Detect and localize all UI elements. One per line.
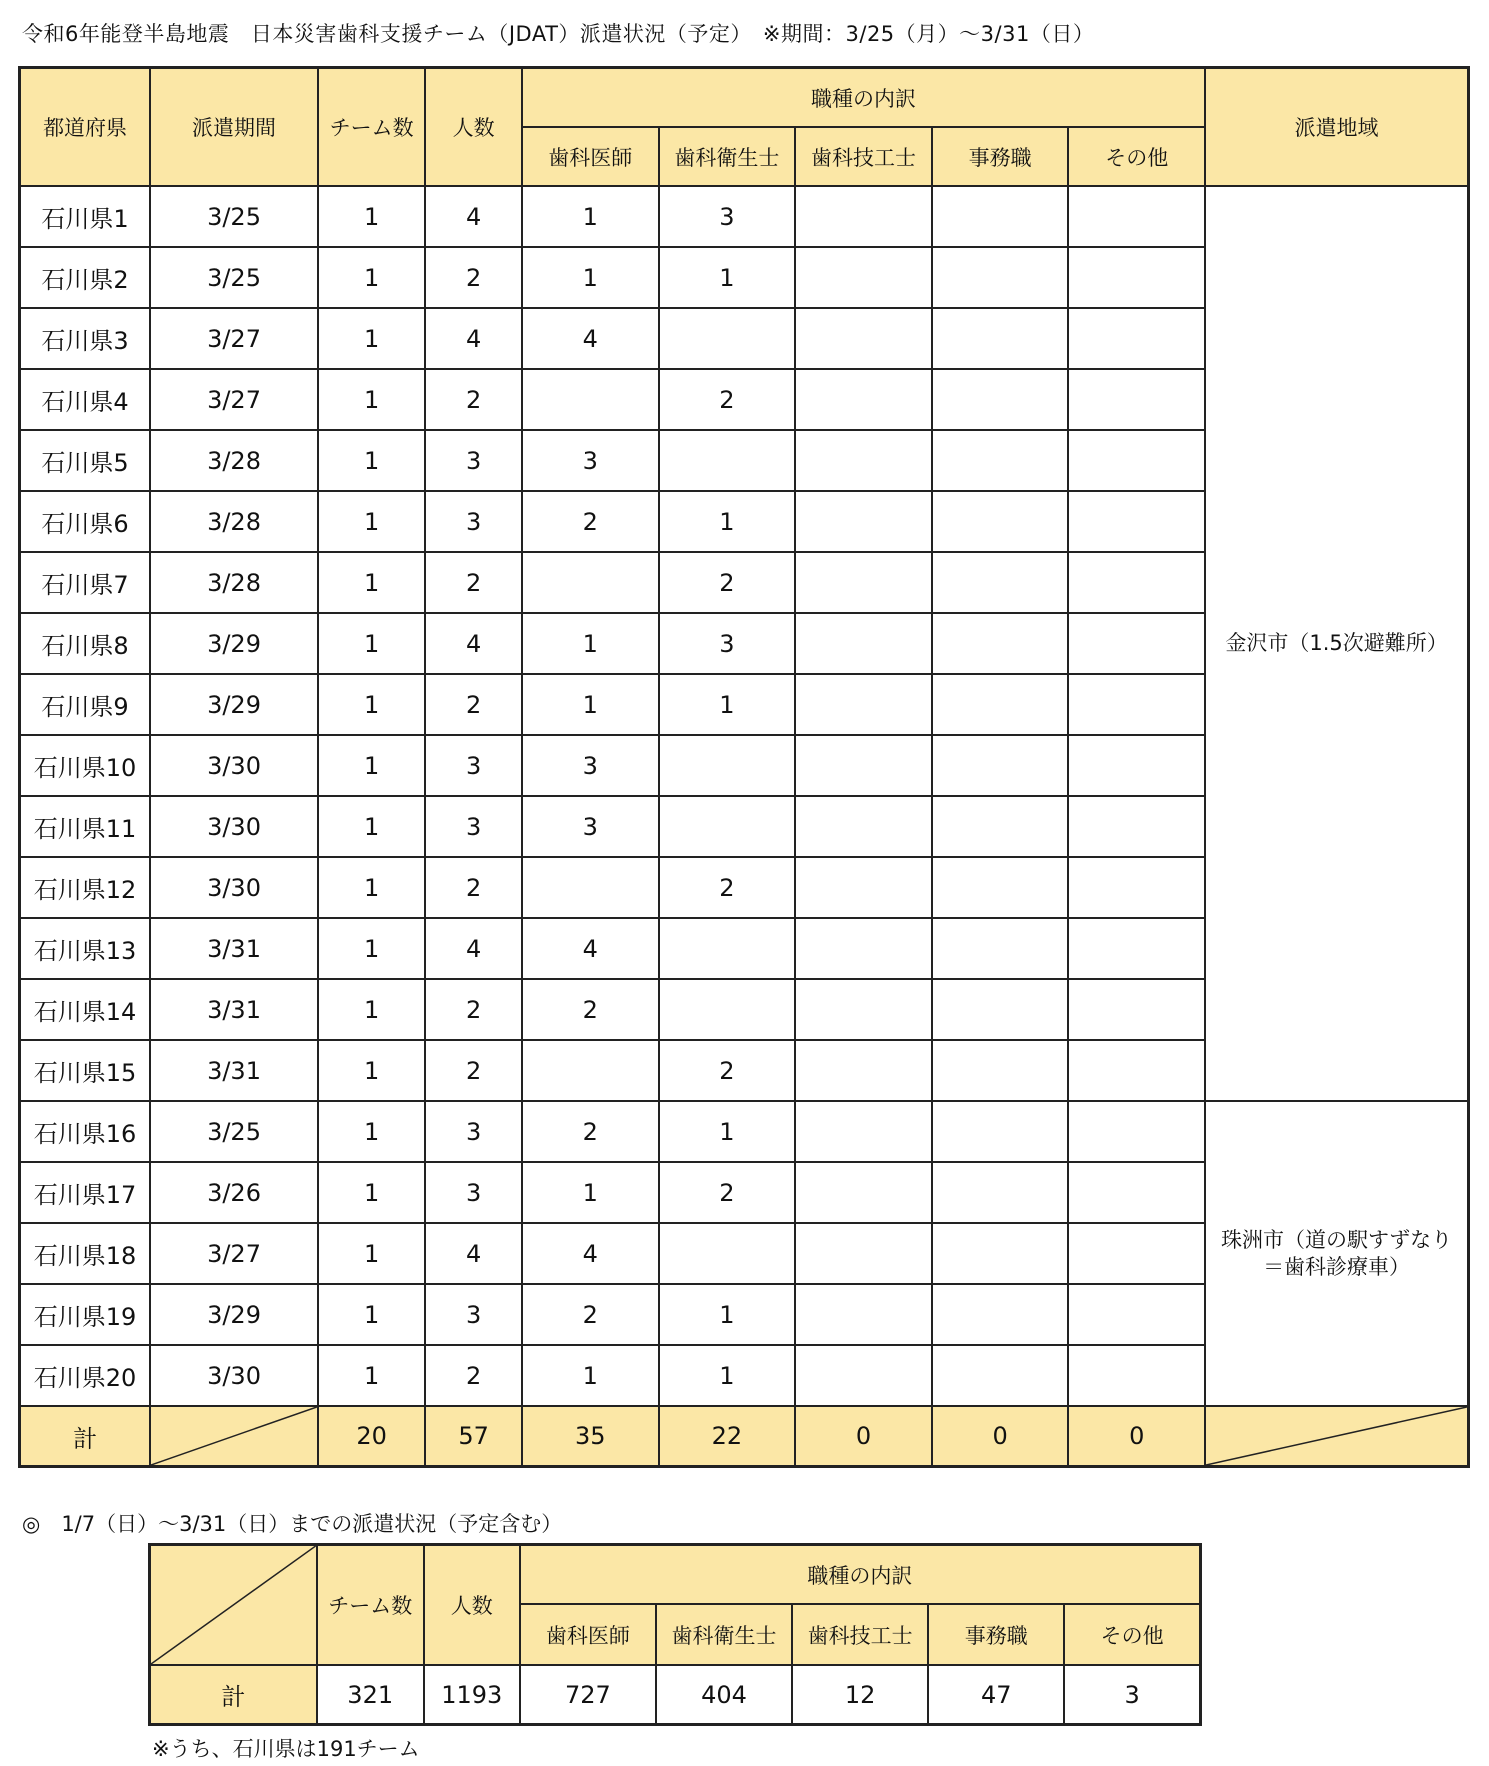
cell-technician <box>795 1162 932 1223</box>
cell-other <box>1068 1345 1205 1406</box>
table-row <box>20 186 1469 247</box>
cell-period: 3/27 <box>150 369 318 430</box>
total-people: 57 <box>425 1406 521 1467</box>
summary-heading: ◎ 1/7（日）～3/31（日）までの派遣状況（予定含む） <box>22 1512 563 1536</box>
table-row <box>20 1101 1469 1162</box>
diagonal-line <box>151 1546 316 1664</box>
cell-dentist: 2 <box>522 491 659 552</box>
cell-hygienist: 2 <box>659 552 796 613</box>
total-other: 0 <box>1068 1406 1205 1467</box>
cell-technician <box>795 430 932 491</box>
cell-teams: 1 <box>318 1223 426 1284</box>
summary-header-office: 事務職 <box>928 1604 1064 1665</box>
cell-period: 3/31 <box>150 1040 318 1101</box>
header-prefecture: 都道府県 <box>20 68 151 187</box>
total-region-blank <box>1205 1406 1468 1467</box>
cell-hygienist: 1 <box>659 1101 796 1162</box>
cell-technician <box>795 491 932 552</box>
total-period-blank <box>150 1406 318 1467</box>
cell-hygienist <box>659 308 796 369</box>
summary-office: 47 <box>928 1665 1064 1725</box>
summary-technician: 12 <box>792 1665 928 1725</box>
cell-office <box>932 247 1069 308</box>
cell-other <box>1068 308 1205 369</box>
summary-hygienist: 404 <box>656 1665 792 1725</box>
cell-office <box>932 613 1069 674</box>
cell-pref: 石川県5 <box>20 430 151 491</box>
summary-header-teams: チーム数 <box>317 1545 424 1666</box>
cell-technician <box>795 308 932 369</box>
cell-other <box>1068 796 1205 857</box>
cell-people: 3 <box>425 796 521 857</box>
cell-other <box>1068 552 1205 613</box>
cell-people: 2 <box>425 247 521 308</box>
cell-period: 3/30 <box>150 796 318 857</box>
cell-office <box>932 1223 1069 1284</box>
cell-pref: 石川県11 <box>20 796 151 857</box>
cell-teams: 1 <box>318 1345 426 1406</box>
cell-technician <box>795 186 932 247</box>
cell-teams: 1 <box>318 369 426 430</box>
summary-header-people: 人数 <box>424 1545 520 1666</box>
cell-pref: 石川県6 <box>20 491 151 552</box>
header-dentist: 歯科医師 <box>522 127 659 186</box>
cell-technician <box>795 552 932 613</box>
cell-pref: 石川県18 <box>20 1223 151 1284</box>
cell-dentist: 1 <box>522 247 659 308</box>
summary-corner <box>150 1545 317 1666</box>
cell-teams: 1 <box>318 979 426 1040</box>
cell-pref: 石川県12 <box>20 857 151 918</box>
cell-pref: 石川県19 <box>20 1284 151 1345</box>
cell-people: 2 <box>425 979 521 1040</box>
header-region: 派遣地域 <box>1205 68 1468 187</box>
cell-pref: 石川県2 <box>20 247 151 308</box>
cell-teams: 1 <box>318 918 426 979</box>
cell-people: 2 <box>425 369 521 430</box>
cell-hygienist: 1 <box>659 491 796 552</box>
cell-pref: 石川県16 <box>20 1101 151 1162</box>
cell-teams: 1 <box>318 1101 426 1162</box>
cell-people: 2 <box>425 1345 521 1406</box>
cell-period: 3/29 <box>150 1284 318 1345</box>
cell-other <box>1068 613 1205 674</box>
page-title: 令和6年能登半島地震 日本災害歯科支援チーム（JDAT）派遣状況（予定） ※期間：3/25（月）～3/31（日） <box>22 22 1095 46</box>
cell-period: 3/26 <box>150 1162 318 1223</box>
summary-header-breakdown: 職種の内訳 <box>520 1545 1201 1605</box>
cell-office <box>932 308 1069 369</box>
cell-office <box>932 857 1069 918</box>
cell-hygienist <box>659 918 796 979</box>
header-technician: 歯科技工士 <box>795 127 932 186</box>
cell-other <box>1068 247 1205 308</box>
cell-teams: 1 <box>318 674 426 735</box>
cell-people: 4 <box>425 186 521 247</box>
cell-dentist: 2 <box>522 979 659 1040</box>
cell-teams: 1 <box>318 1162 426 1223</box>
cell-dentist <box>522 857 659 918</box>
cell-technician <box>795 1223 932 1284</box>
total-label: 計 <box>20 1406 151 1467</box>
summary-header-other: その他 <box>1064 1604 1200 1665</box>
cell-office <box>932 1284 1069 1345</box>
cell-dentist <box>522 369 659 430</box>
cell-people: 3 <box>425 1284 521 1345</box>
cell-teams: 1 <box>318 308 426 369</box>
cell-period: 3/27 <box>150 1223 318 1284</box>
cell-teams: 1 <box>318 1284 426 1345</box>
total-row <box>20 1406 1469 1467</box>
cell-office <box>932 491 1069 552</box>
summary-header-technician: 歯科技工士 <box>792 1604 928 1665</box>
cell-teams: 1 <box>318 796 426 857</box>
header-hygienist: 歯科衛生士 <box>659 127 796 186</box>
header-period: 派遣期間 <box>150 68 318 187</box>
cell-hygienist: 1 <box>659 1284 796 1345</box>
cell-people: 4 <box>425 1223 521 1284</box>
cell-period: 3/28 <box>150 552 318 613</box>
cell-dentist: 1 <box>522 674 659 735</box>
cell-dentist: 3 <box>522 430 659 491</box>
total-technician: 0 <box>795 1406 932 1467</box>
cell-period: 3/30 <box>150 735 318 796</box>
cell-dentist: 1 <box>522 1162 659 1223</box>
cell-teams: 1 <box>318 247 426 308</box>
cell-office <box>932 674 1069 735</box>
cell-pref: 石川県13 <box>20 918 151 979</box>
cell-technician <box>795 979 932 1040</box>
cell-other <box>1068 186 1205 247</box>
cell-people: 3 <box>425 491 521 552</box>
cell-pref: 石川県20 <box>20 1345 151 1406</box>
cell-office <box>932 735 1069 796</box>
cell-period: 3/31 <box>150 918 318 979</box>
cell-teams: 1 <box>318 1040 426 1101</box>
cell-hygienist <box>659 796 796 857</box>
cell-other <box>1068 1101 1205 1162</box>
cell-other <box>1068 1162 1205 1223</box>
cell-dentist <box>522 1040 659 1101</box>
summary-dentist: 727 <box>520 1665 656 1725</box>
cell-dentist <box>522 552 659 613</box>
cell-office <box>932 1040 1069 1101</box>
cell-office <box>932 979 1069 1040</box>
cell-teams: 1 <box>318 430 426 491</box>
cell-office <box>932 369 1069 430</box>
cell-office <box>932 430 1069 491</box>
cell-other <box>1068 1284 1205 1345</box>
cell-teams: 1 <box>318 613 426 674</box>
cell-dentist: 2 <box>522 1284 659 1345</box>
total-hygienist: 22 <box>659 1406 796 1467</box>
cell-hygienist: 1 <box>659 1345 796 1406</box>
cell-other <box>1068 491 1205 552</box>
cell-period: 3/30 <box>150 1345 318 1406</box>
cell-people: 3 <box>425 430 521 491</box>
summary-table <box>148 1543 1202 1726</box>
cell-technician <box>795 796 932 857</box>
cell-people: 4 <box>425 613 521 674</box>
cell-pref: 石川県17 <box>20 1162 151 1223</box>
cell-hygienist: 2 <box>659 857 796 918</box>
cell-hygienist: 2 <box>659 1162 796 1223</box>
cell-teams: 1 <box>318 491 426 552</box>
cell-technician <box>795 369 932 430</box>
cell-period: 3/30 <box>150 857 318 918</box>
cell-period: 3/29 <box>150 613 318 674</box>
cell-pref: 石川県7 <box>20 552 151 613</box>
cell-period: 3/31 <box>150 979 318 1040</box>
summary-header-hygienist: 歯科衛生士 <box>656 1604 792 1665</box>
cell-other <box>1068 857 1205 918</box>
cell-pref: 石川県8 <box>20 613 151 674</box>
cell-technician <box>795 918 932 979</box>
cell-pref: 石川県4 <box>20 369 151 430</box>
cell-technician <box>795 247 932 308</box>
cell-pref: 石川県15 <box>20 1040 151 1101</box>
cell-other <box>1068 1040 1205 1101</box>
cell-other <box>1068 674 1205 735</box>
cell-people: 3 <box>425 1162 521 1223</box>
header-teams: チーム数 <box>318 68 426 187</box>
cell-technician <box>795 674 932 735</box>
cell-teams: 1 <box>318 857 426 918</box>
cell-office <box>932 1345 1069 1406</box>
cell-people: 2 <box>425 1040 521 1101</box>
summary-total-label: 計 <box>150 1665 317 1725</box>
header-office: 事務職 <box>932 127 1069 186</box>
cell-technician <box>795 1101 932 1162</box>
summary-footnote: ※うち、石川県は191チーム <box>152 1737 420 1761</box>
summary-total-row <box>150 1665 1201 1725</box>
cell-technician <box>795 735 932 796</box>
cell-pref: 石川県3 <box>20 308 151 369</box>
cell-pref: 石川県10 <box>20 735 151 796</box>
summary-people: 1193 <box>424 1665 520 1725</box>
cell-other <box>1068 1223 1205 1284</box>
cell-pref: 石川県9 <box>20 674 151 735</box>
cell-hygienist <box>659 1223 796 1284</box>
cell-period: 3/27 <box>150 308 318 369</box>
cell-hygienist: 2 <box>659 1040 796 1101</box>
cell-technician <box>795 1345 932 1406</box>
cell-period: 3/29 <box>150 674 318 735</box>
cell-people: 4 <box>425 918 521 979</box>
summary-teams: 321 <box>317 1665 424 1725</box>
cell-office <box>932 796 1069 857</box>
cell-dentist: 4 <box>522 1223 659 1284</box>
cell-hygienist: 1 <box>659 674 796 735</box>
cell-technician <box>795 1284 932 1345</box>
cell-dentist: 4 <box>522 918 659 979</box>
cell-technician <box>795 1040 932 1101</box>
summary-header-dentist: 歯科医師 <box>520 1604 656 1665</box>
cell-people: 4 <box>425 308 521 369</box>
cell-teams: 1 <box>318 735 426 796</box>
cell-office <box>932 918 1069 979</box>
cell-hygienist <box>659 979 796 1040</box>
cell-hygienist: 2 <box>659 369 796 430</box>
cell-people: 2 <box>425 674 521 735</box>
cell-dentist: 1 <box>522 1345 659 1406</box>
total-teams: 20 <box>318 1406 426 1467</box>
cell-pref: 石川県1 <box>20 186 151 247</box>
cell-office <box>932 1101 1069 1162</box>
cell-region: 珠洲市（道の駅すずなり ＝歯科診療車） <box>1205 1101 1468 1406</box>
cell-technician <box>795 857 932 918</box>
cell-period: 3/25 <box>150 247 318 308</box>
cell-office <box>932 552 1069 613</box>
cell-period: 3/28 <box>150 430 318 491</box>
cell-pref: 石川県14 <box>20 979 151 1040</box>
cell-dentist: 3 <box>522 796 659 857</box>
dispatch-table-body <box>20 186 1469 1406</box>
summary-other: 3 <box>1064 1665 1200 1725</box>
cell-office <box>932 1162 1069 1223</box>
cell-dentist: 2 <box>522 1101 659 1162</box>
cell-dentist: 4 <box>522 308 659 369</box>
diagonal-line <box>1206 1407 1467 1465</box>
cell-other <box>1068 735 1205 796</box>
cell-people: 2 <box>425 857 521 918</box>
cell-teams: 1 <box>318 552 426 613</box>
cell-dentist: 1 <box>522 186 659 247</box>
total-dentist: 35 <box>522 1406 659 1467</box>
cell-teams: 1 <box>318 186 426 247</box>
cell-hygienist: 3 <box>659 613 796 674</box>
header-breakdown: 職種の内訳 <box>522 68 1205 128</box>
cell-hygienist: 3 <box>659 186 796 247</box>
cell-dentist: 1 <box>522 613 659 674</box>
diagonal-line <box>151 1407 317 1465</box>
cell-other <box>1068 918 1205 979</box>
cell-people: 3 <box>425 1101 521 1162</box>
cell-other <box>1068 369 1205 430</box>
header-people: 人数 <box>425 68 521 187</box>
cell-technician <box>795 613 932 674</box>
cell-other <box>1068 979 1205 1040</box>
cell-hygienist: 1 <box>659 247 796 308</box>
cell-hygienist <box>659 735 796 796</box>
total-office: 0 <box>932 1406 1069 1467</box>
cell-office <box>932 186 1069 247</box>
cell-period: 3/25 <box>150 1101 318 1162</box>
cell-period: 3/25 <box>150 186 318 247</box>
cell-hygienist <box>659 430 796 491</box>
cell-dentist: 3 <box>522 735 659 796</box>
cell-people: 2 <box>425 552 521 613</box>
header-other: その他 <box>1068 127 1205 186</box>
cell-period: 3/28 <box>150 491 318 552</box>
cell-people: 3 <box>425 735 521 796</box>
cell-other <box>1068 430 1205 491</box>
dispatch-table <box>18 66 1470 1468</box>
cell-region: 金沢市（1.5次避難所） <box>1205 186 1468 1101</box>
